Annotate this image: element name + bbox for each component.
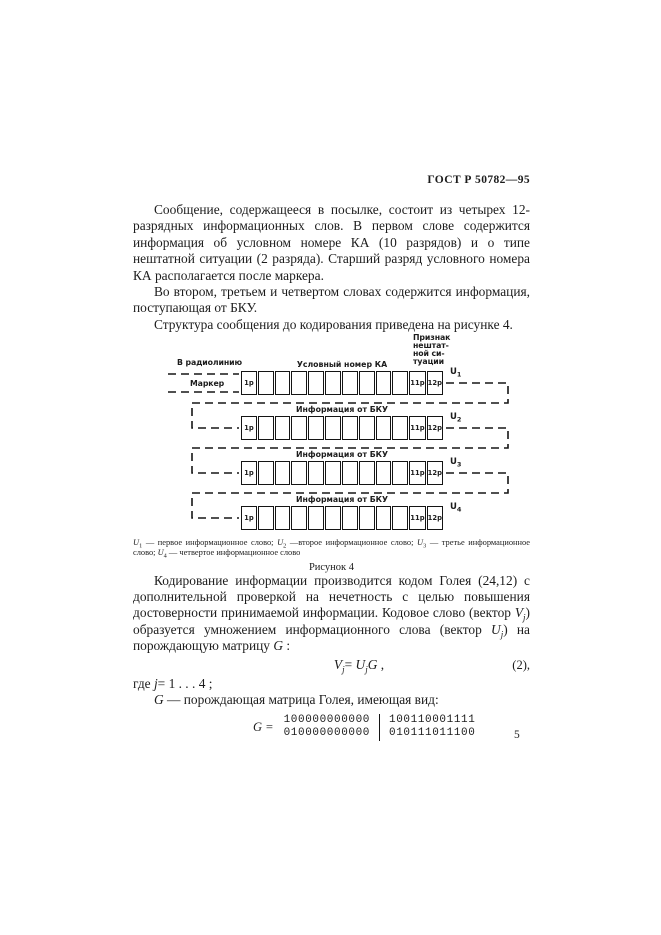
g-description-text: — порождающая матрица Голея, имеющая вид: [163,692,439,708]
register-cell [325,371,341,395]
caption-u4: U [157,548,164,558]
paragraph-golay-coding [133,573,530,655]
register-cell: 12р [427,371,443,395]
register-cell: 1р [241,416,257,440]
register-cell: 11р [409,506,425,530]
paragraph-message-structure: Сообщение, содержащееся в посылке, состоит из четырех 12-разрядных информационных слов. В первом слове содержится информация об условном номере КА (10 разрядов) и о типе нештатной ситуации (2 разряда). Старший разряд условного номера КА располагается после маркера. [133,202,530,283]
word2-register [241,416,443,440]
matrix-parity-block [389,714,475,741]
word2-title: Информация от БКУ [295,405,389,415]
register-cell [291,461,307,485]
register-cell [392,416,408,440]
abnormal-label-line: Признак [413,333,451,343]
caption-text: — третье информационное слово; [133,538,530,558]
register-cell [325,461,341,485]
matrix-row: 010111011100 [389,727,476,739]
register-cell [258,506,274,530]
register-cell [325,506,341,530]
register-cell [308,506,324,530]
word4-u-label [450,502,461,512]
formula-v: V [333,656,343,672]
formula-comma: , [377,656,385,672]
word3-register [241,461,443,485]
u-symbol: U [450,367,457,378]
u-subscript: 3 [456,460,462,469]
figure-4-diagram [150,334,540,533]
register-cell [359,371,375,395]
caption-u4-sub: 4 [163,553,167,561]
g-symbol: G [154,692,164,708]
paragraph-text: ) на порождающую матрицу [133,621,530,654]
register-cell [392,506,408,530]
g-matrix-description [133,692,530,708]
page-header: ГОСТ Р 50782—95 [427,174,530,186]
paragraph-text: ) образуется умножением информационного слова (вектор [133,605,530,637]
caption-text: — четвертое информационное слово [166,548,301,558]
register-cell: 1р [241,461,257,485]
register-cell [342,371,358,395]
register-cell: 12р [427,416,443,440]
page-number: 5 [514,729,520,741]
register-cell [376,461,392,485]
register-cell [342,506,358,530]
register-cell [291,506,307,530]
matrix-row: 100110001111 [389,713,476,726]
register-cell [376,371,392,395]
register-cell [308,461,324,485]
paragraph-figure-ref: Структура сообщения до кодирования приведена на рисунке 4. [154,316,513,332]
register-cell: 11р [409,461,425,485]
matrix-row: 010000000000 [283,727,371,739]
radio-link-label: В радиолинию [177,358,243,368]
paragraph-text: : [283,638,291,654]
register-cell [275,371,291,395]
register-cell: 1р [241,506,257,530]
register-cell: 12р [427,461,443,485]
u-subscript: 2 [456,415,462,424]
register-cell [291,371,307,395]
caption-u3: U [417,538,424,548]
caption-u2: U [277,538,284,548]
register-cell [342,461,358,485]
matrix-divider [379,714,380,741]
formula-u-sub: j [365,664,368,675]
matrix-g-equals: G = [253,719,274,734]
word1-register [241,371,443,395]
matrix-g-symbol: G [273,638,284,654]
where-clause [133,676,530,692]
u-symbol: U [450,457,457,468]
matrix-identity-block [284,714,370,741]
marker-label: Маркер [190,379,225,389]
register-cell [258,461,274,485]
formula-g: G [367,656,378,672]
register-cell [258,416,274,440]
caption-u3-sub: 3 [423,542,427,550]
register-cell [376,506,392,530]
register-cell [275,416,291,440]
u-subscript: 1 [456,370,462,379]
register-cell [342,416,358,440]
register-cell [376,416,392,440]
matrix-row: 100000000000 [283,713,371,726]
word4-register [241,506,443,530]
word1-u-label [450,367,461,377]
where-text: где [133,675,154,691]
register-cell [291,416,307,440]
formula-u: U [355,656,366,672]
register-cell [392,461,408,485]
word4-title: Информация от БКУ [295,495,389,505]
abnormal-label-line: нештат- [413,341,449,351]
formula-equals: = [344,656,356,672]
register-cell: 11р [409,416,425,440]
register-cell [258,371,274,395]
u-symbol: U [450,412,457,423]
abnormal-label-line: туации [413,356,444,366]
word3-u-label [450,457,461,467]
register-cell [392,371,408,395]
figure-caption [133,538,530,561]
u-symbol: U [450,502,457,513]
u-subscript: 4 [456,505,462,514]
equation-number: (2), [512,657,530,672]
word2-u-label [450,412,461,422]
content-column [133,202,530,741]
where-j: j [153,675,158,691]
register-cell [359,506,375,530]
register-cell [308,416,324,440]
register-cell [308,371,324,395]
abnormal-label-line: ной си- [413,348,445,358]
paragraph-text: Кодирование информации производится кодом Голея (24,12) с дополнительной проверкой на нечетность с целью повышения достоверности принимаемой информации. Кодовое слово (вектор [133,572,530,621]
register-cell: 12р [427,506,443,530]
formula-v-sub: j [342,664,345,675]
register-cell: 11р [409,371,425,395]
register-cell [275,461,291,485]
word1-title: Условный номер КА [296,360,388,370]
register-cell: 1р [241,371,257,395]
register-cell [359,416,375,440]
figure-number: Рисунок 4 [308,561,355,573]
where-range: = 1 . . . 4 ; [157,675,213,691]
golay-generator-matrix [253,714,530,741]
caption-u2-sub: 2 [283,542,287,550]
vector-u-symbol: U [491,621,501,637]
register-cell [325,416,341,440]
caption-text: —второе информационное слово; [286,538,417,548]
caption-text: — первое информационное слово; [142,538,278,548]
vector-u-subscript: j [500,629,504,640]
vector-v-symbol: V [514,605,524,621]
paragraph-bku-words: Во втором, третьем и четвертом словах содержится информация, поступающая от БКУ. [133,284,530,316]
register-cell [275,506,291,530]
vector-v-subscript: j [523,613,526,624]
caption-u1-sub: 1 [139,542,143,550]
formula-2 [133,657,530,676]
caption-u1: U [133,538,140,548]
register-cell [359,461,375,485]
word3-title: Информация от БКУ [295,450,389,460]
